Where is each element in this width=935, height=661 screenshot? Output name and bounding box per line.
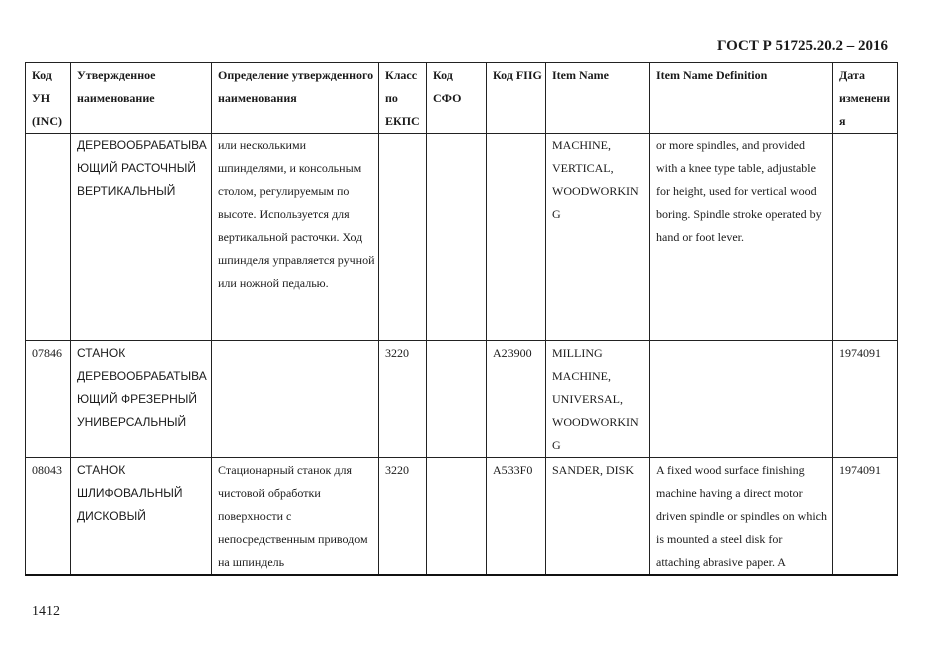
cell-item-definition: A fixed wood surface finishing machine having a direct motor driven spindle or spindles on which is mounted a steel disk for attaching abrasive paper. A — [650, 458, 833, 576]
cell-inc: 08043 — [26, 458, 71, 576]
cell-approved-name: СТАНОК ШЛИФОВАЛЬНЫЙ ДИСКОВЫЙ — [71, 458, 212, 576]
cell-definition: Стационарный станок для чистовой обработки поверхности с непосредственным приводом на шпиндель — [212, 458, 379, 576]
cell-date: 1974091 — [833, 341, 898, 458]
col-header-definition: Определение утвержденного наименования — [212, 63, 379, 134]
col-header-item-name: Item Name — [546, 63, 650, 134]
cell-item-name: MACHINE, VERTICAL, WOODWORKING — [546, 134, 650, 341]
cell-inc: 07846 — [26, 341, 71, 458]
table-row — [26, 134, 898, 341]
col-header-approved-name: Утвержденное наименование — [71, 63, 212, 134]
cell-item-definition: or more spindles, and provided with a knee type table, adjustable for height, used for vertical wood boring. Spindle stroke operated by hand or foot lever. — [650, 134, 833, 341]
cell-ekps-class: 3220 — [379, 341, 427, 458]
cell-ekps-class: 3220 — [379, 458, 427, 576]
cell-definition: или несколькими шпинделями, и консольным столом, регулируемым по высоте. Используется для вертикальной расточки. Ход шпинделя управляется ручной или ножной педалью. — [212, 134, 379, 341]
table-header-row — [26, 63, 898, 134]
col-header-item-definition: Item Name Definition — [650, 63, 833, 134]
cell-ekps-class — [379, 134, 427, 341]
col-header-sfo: Код СФО — [427, 63, 487, 134]
cell-item-definition — [650, 341, 833, 458]
col-header-fiig: Код FIIG — [487, 63, 546, 134]
item-names-table — [25, 62, 898, 576]
cell-sfo — [427, 458, 487, 576]
cell-fiig — [487, 134, 546, 341]
cell-inc — [26, 134, 71, 341]
col-header-inc: Код УН (INC) — [26, 63, 71, 134]
cell-approved-name: СТАНОК ДЕРЕВООБРАБАТЫВАЮЩИЙ ФРЕЗЕРНЫЙ УНИВЕРСАЛЬНЫЙ — [71, 341, 212, 458]
standard-designation: ГОСТ Р 51725.20.2 – 2016 — [716, 38, 888, 54]
cell-item-name: MILLING MACHINE, UNIVERSAL, WOODWORKING — [546, 341, 650, 458]
cell-fiig: A533F0 — [487, 458, 546, 576]
cell-sfo — [427, 134, 487, 341]
cell-definition — [212, 341, 379, 458]
cell-date: 1974091 — [833, 458, 898, 576]
cell-date — [833, 134, 898, 341]
table-row — [26, 341, 898, 458]
col-header-date: Дата изменения — [833, 63, 898, 134]
col-header-ekps-class: Класс по ЕКПС — [379, 63, 427, 134]
cell-sfo — [427, 341, 487, 458]
table-row — [26, 458, 898, 576]
cell-item-name: SANDER, DISK — [546, 458, 650, 576]
cell-fiig: A23900 — [487, 341, 546, 458]
page-number: 1412 — [32, 604, 60, 619]
cell-approved-name: ДЕРЕВООБРАБАТЫВАЮЩИЙ РАСТОЧНЫЙ ВЕРТИКАЛЬНЫЙ — [71, 134, 212, 341]
